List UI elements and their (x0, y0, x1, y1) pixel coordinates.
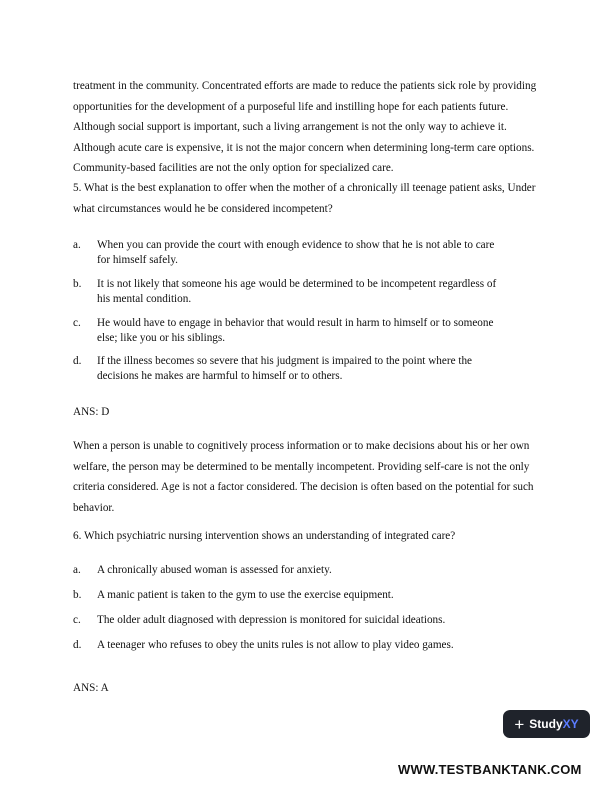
badge-accent: XY (562, 717, 579, 731)
option-letter: b. (73, 589, 82, 601)
option-letter: b. (73, 278, 82, 290)
plus-icon: + (514, 714, 525, 734)
q5-rationale: When a person is unable to cognitively process information or to make decisions about his or her own welfare, the person may be determined to be mentally incompetent. Providing self-care is not the only criteria considered. Age is not a factor considered. The decision is often based on the potential for such behavior. (73, 440, 534, 514)
option-letter: c. (73, 317, 81, 329)
option-letter: d. (73, 355, 82, 367)
option-text: If the illness becomes so severe that his judgment is impaired to the point where the decisions he makes are harmful to himself or to others. (97, 355, 472, 382)
option-letter: c. (73, 614, 81, 626)
option-letter: a. (73, 564, 81, 576)
option-text: A teenager who refuses to obey the units rules is not allow to play video games. (97, 639, 454, 651)
question-5-text: 5. What is the best explanation to offer when the mother of a chronically ill teenage patient asks, Under what circumstances would he be considered incompetent? (73, 182, 536, 215)
option-text: He would have to engage in behavior that would result in harm to himself or to someone else; like you or his siblings. (97, 317, 494, 344)
q5-answer: ANS: D (73, 406, 110, 418)
badge-word: Study (529, 717, 563, 731)
website-footer[interactable]: WWW.TESTBANKTANK.COM (398, 762, 582, 777)
q6-answer: ANS: A (73, 682, 109, 694)
option-letter: d. (73, 639, 82, 651)
question-6-text: 6. Which psychiatric nursing intervention shows an understanding of integrated care? (73, 530, 456, 542)
intro-paragraph: treatment in the community. Concentrated efforts are made to reduce the patients sick role by providing opportunities for the development of a purposeful life and instilling hope for each patients future. Although social support is important, such a living arrangement is not the only way to achieve it. Although acute care is expensive, it is not the major concern when determining long-term care options. Community-based facilities are not the only option for specialized care. (73, 80, 537, 174)
studyxy-badge[interactable] (503, 710, 590, 738)
option-text: It is not likely that someone his age would be determined to be incompetent regardless of his mental condition. (97, 278, 497, 305)
option-letter: a. (73, 239, 81, 251)
option-text: The older adult diagnosed with depression is monitored for suicidal ideations. (97, 614, 446, 626)
option-text: A chronically abused woman is assessed for anxiety. (97, 564, 332, 576)
option-text: A manic patient is taken to the gym to use the exercise equipment. (97, 589, 394, 601)
option-text: When you can provide the court with enough evidence to show that he is not able to care for himself safely. (97, 239, 495, 266)
